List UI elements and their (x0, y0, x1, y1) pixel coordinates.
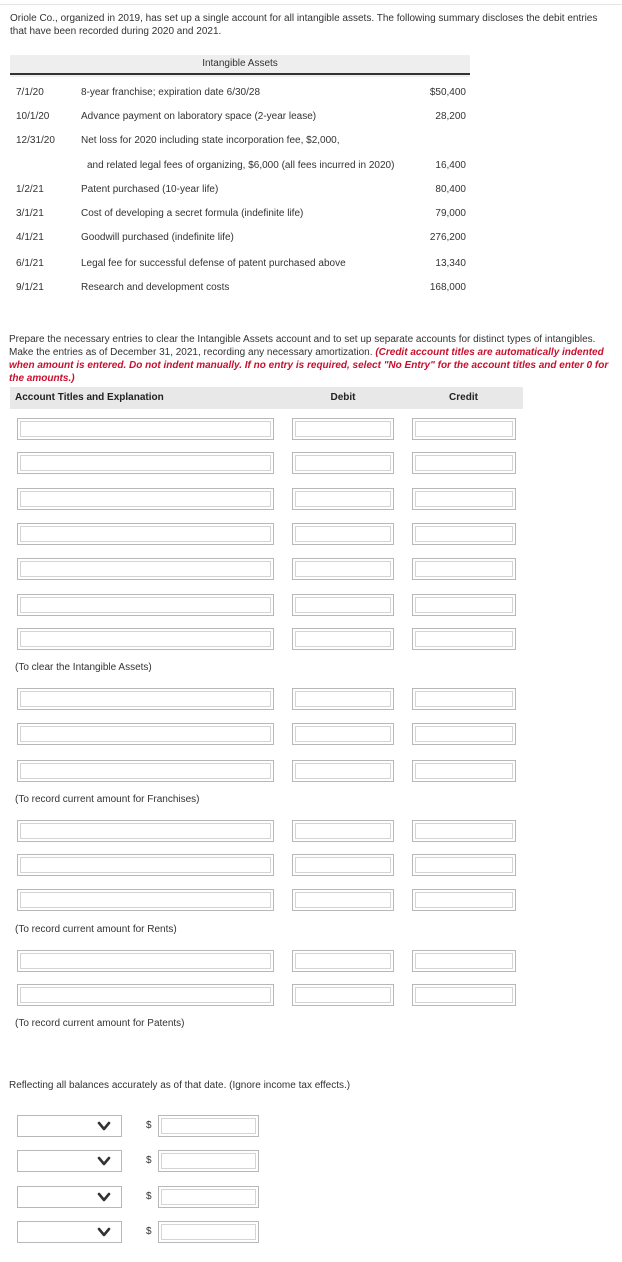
debit-input[interactable] (292, 488, 394, 510)
instructions (9, 333, 621, 385)
ledger-row-date: 7/1/20 (16, 87, 44, 98)
credit-input[interactable] (412, 688, 516, 710)
entry-explanation: (To record current amount for Rents) (15, 924, 177, 935)
header-account-titles: Account Titles and Explanation (15, 392, 164, 403)
credit-input[interactable] (412, 760, 516, 782)
credit-input[interactable] (412, 984, 516, 1006)
account-title-input[interactable] (17, 523, 274, 545)
ledger-row-date: 4/1/21 (16, 232, 44, 243)
debit-input[interactable] (292, 418, 394, 440)
credit-input[interactable] (412, 950, 516, 972)
account-title-input[interactable] (17, 488, 274, 510)
ledger-row-desc: Goodwill purchased (indefinite life) (81, 232, 234, 243)
account-title-input[interactable] (17, 688, 274, 710)
entry-explanation: (To clear the Intangible Assets) (15, 662, 152, 673)
ledger-row-desc: Research and development costs (81, 282, 230, 293)
account-select[interactable] (17, 1221, 122, 1243)
amount-input[interactable] (158, 1115, 259, 1137)
debit-input[interactable] (292, 688, 394, 710)
debit-input[interactable] (292, 760, 394, 782)
credit-input[interactable] (412, 628, 516, 650)
ledger-row-desc: 8-year franchise; expiration date 6/30/28 (81, 87, 260, 98)
currency-symbol: $ (146, 1120, 152, 1131)
debit-input[interactable] (292, 820, 394, 842)
ledger-row-amount: 16,400 (435, 160, 466, 171)
top-divider (0, 4, 622, 5)
ledger-row-amount: 13,340 (435, 258, 466, 269)
credit-input[interactable] (412, 889, 516, 911)
amount-input[interactable] (158, 1150, 259, 1172)
account-title-input[interactable] (17, 418, 274, 440)
ledger-row-date: 9/1/21 (16, 282, 44, 293)
ledger-row-date: 3/1/21 (16, 208, 44, 219)
credit-input[interactable] (412, 488, 516, 510)
debit-input[interactable] (292, 594, 394, 616)
account-title-input[interactable] (17, 628, 274, 650)
debit-input[interactable] (292, 452, 394, 474)
ledger-row-desc: and related legal fees of organizing, $6,000 (all fees incurred in 2020) (87, 160, 395, 171)
ledger-rule (10, 73, 470, 75)
credit-input[interactable] (412, 523, 516, 545)
problem-intro: Oriole Co., organized in 2019, has set up a single account for all intangible assets. The following summary discloses the debit entries that have been recorded during 2020 and 2021. (10, 13, 598, 37)
ledger-title: Intangible Assets (202, 58, 278, 69)
ledger-row-date: 6/1/21 (16, 258, 44, 269)
credit-input[interactable] (412, 820, 516, 842)
chevron-down-icon (97, 1225, 111, 1239)
debit-input[interactable] (292, 628, 394, 650)
ledger-row-amount: 80,400 (435, 184, 466, 195)
amount-input[interactable] (158, 1186, 259, 1208)
ledger-row-date: 1/2/21 (16, 184, 44, 195)
account-title-input[interactable] (17, 452, 274, 474)
entry-explanation: (To record current amount for Patents) (15, 1018, 185, 1029)
debit-input[interactable] (292, 558, 394, 580)
account-title-input[interactable] (17, 594, 274, 616)
account-select[interactable] (17, 1115, 122, 1137)
account-select[interactable] (17, 1186, 122, 1208)
currency-symbol: $ (146, 1191, 152, 1202)
entry-explanation: (To record current amount for Franchises) (15, 794, 200, 805)
ledger-row-desc: Patent purchased (10-year life) (81, 184, 219, 195)
account-title-input[interactable] (17, 820, 274, 842)
credit-input[interactable] (412, 594, 516, 616)
ledger-row-date: 12/31/20 (16, 135, 55, 146)
credit-input[interactable] (412, 418, 516, 440)
instructions-text: Prepare the necessary entries to clear the Intangible Assets account and to set up separate accounts for distinct types of intangibles. Make the entries as of December 31, 2021, recording any necessary amortization. (9, 334, 596, 358)
account-select[interactable] (17, 1150, 122, 1172)
instructions-note: (Credit account titles are automatically indented when amount is entered. Do not indent manually. If no entry is required, select "No Entry" for the account titles and enter 0 for the amounts.) (9, 347, 609, 384)
header-credit: Credit (449, 392, 478, 403)
ledger-row-desc: Advance payment on laboratory space (2-year lease) (81, 111, 317, 122)
ledger-row-desc: Net loss for 2020 including state incorporation fee, $2,000, (81, 135, 340, 146)
account-title-input[interactable] (17, 889, 274, 911)
account-title-input[interactable] (17, 558, 274, 580)
reflecting-note: Reflecting all balances accurately as of that date. (Ignore income tax effects.) (9, 1080, 351, 1091)
credit-input[interactable] (412, 723, 516, 745)
debit-input[interactable] (292, 950, 394, 972)
ledger-row-amount: $50,400 (429, 87, 466, 98)
account-title-input[interactable] (17, 854, 274, 876)
ledger-row-amount: 276,200 (429, 232, 466, 243)
account-title-input[interactable] (17, 723, 274, 745)
amount-input[interactable] (158, 1221, 259, 1243)
ledger-row-desc: Cost of developing a secret formula (indefinite life) (81, 208, 304, 219)
ledger-row-amount: 79,000 (435, 208, 466, 219)
credit-input[interactable] (412, 558, 516, 580)
account-title-input[interactable] (17, 984, 274, 1006)
credit-input[interactable] (412, 452, 516, 474)
debit-input[interactable] (292, 984, 394, 1006)
header-debit: Debit (330, 392, 356, 403)
currency-symbol: $ (146, 1226, 152, 1237)
debit-input[interactable] (292, 723, 394, 745)
currency-symbol: $ (146, 1155, 152, 1166)
ledger-row-amount: 28,200 (435, 111, 466, 122)
debit-input[interactable] (292, 854, 394, 876)
ledger-row-desc: Legal fee for successful defense of patent purchased above (81, 258, 346, 269)
chevron-down-icon (97, 1190, 111, 1204)
ledger-row-date: 10/1/20 (16, 111, 50, 122)
chevron-down-icon (97, 1119, 111, 1133)
account-title-input[interactable] (17, 760, 274, 782)
ledger-row-amount: 168,000 (429, 282, 466, 293)
debit-input[interactable] (292, 523, 394, 545)
credit-input[interactable] (412, 854, 516, 876)
debit-input[interactable] (292, 889, 394, 911)
chevron-down-icon (97, 1154, 111, 1168)
account-title-input[interactable] (17, 950, 274, 972)
